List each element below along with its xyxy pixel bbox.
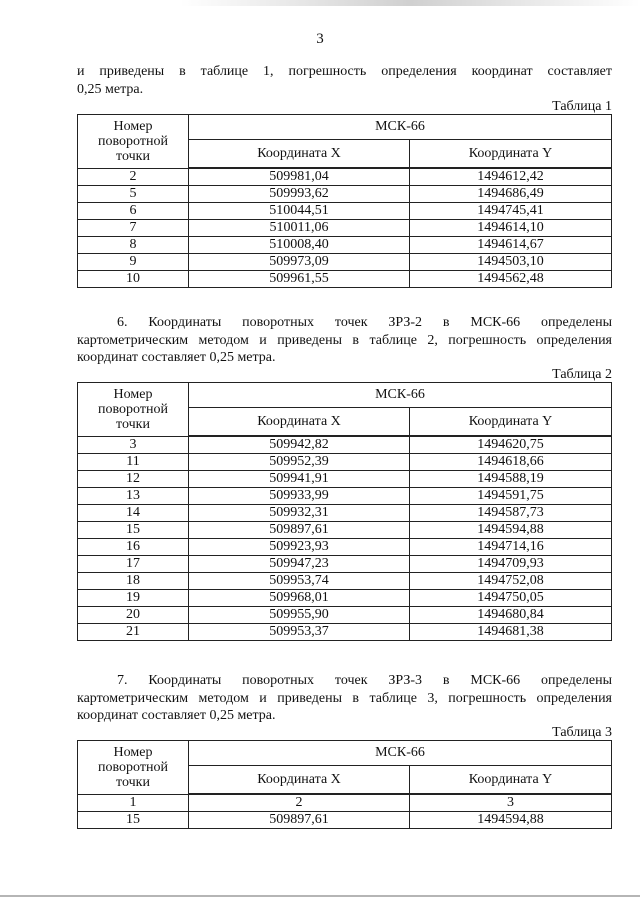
coord-x-cell: 509932,31	[189, 505, 410, 522]
coord-x-cell: 509955,90	[189, 607, 410, 624]
coord-y-cell: 1494503,10	[410, 254, 612, 271]
intro-line: 0,25 метра.	[77, 81, 144, 97]
table2-body	[78, 436, 612, 641]
point-number-cell: 9	[78, 254, 189, 271]
table-row	[78, 539, 612, 556]
section-7-paragraph	[77, 672, 612, 725]
coord-x-cell: 509973,09	[189, 254, 410, 271]
point-number-cell: 14	[78, 505, 189, 522]
coord-y-cell: 1494681,38	[410, 624, 612, 641]
point-number-cell: 6	[78, 203, 189, 220]
coord-y-cell: 1494620,75	[410, 436, 612, 454]
table-row	[78, 471, 612, 488]
point-number-cell: 10	[78, 271, 189, 288]
point-number-cell: 12	[78, 471, 189, 488]
point-number-cell: 13	[78, 488, 189, 505]
section-7-line: картометрическим методом и приведены в таблице 3, погрешность определения	[77, 690, 612, 706]
point-number-cell: 8	[78, 237, 189, 254]
point-number-cell: 3	[78, 436, 189, 454]
system-header: МСК-66	[189, 383, 612, 408]
table-header-row	[78, 115, 612, 140]
point-number-cell: 5	[78, 186, 189, 203]
section-6-line: 6. Координаты поворотных точек ЗРЗ-2 в МСК-66 определены	[117, 315, 612, 330]
point-number-cell: 15	[78, 812, 189, 829]
point-number-cell: 16	[78, 539, 189, 556]
coord-y-cell: 1494745,41	[410, 203, 612, 220]
table-row	[78, 812, 612, 829]
table-row	[78, 168, 612, 186]
coord-y-cell: 1494591,75	[410, 488, 612, 505]
table1-caption: Таблица 1	[552, 99, 612, 114]
column-index: 3	[410, 794, 612, 812]
coord-x-cell: 510011,06	[189, 220, 410, 237]
coord-y-cell: 1494709,93	[410, 556, 612, 573]
coord-x-cell: 509942,82	[189, 436, 410, 454]
coord-y-cell: 1494588,19	[410, 471, 612, 488]
section-6-paragraph	[77, 314, 612, 367]
section-6-line: координат составляет 0,25 метра.	[77, 350, 276, 365]
coord-x-cell: 510044,51	[189, 203, 410, 220]
table2	[77, 382, 612, 641]
coord-y-cell: 1494750,05	[410, 590, 612, 607]
point-number-cell: 15	[78, 522, 189, 539]
coord-x-cell: 509953,74	[189, 573, 410, 590]
table-row	[78, 454, 612, 471]
table-row	[78, 436, 612, 454]
coord-y-cell: 1494594,88	[410, 812, 612, 829]
coord-x-header: Координата X	[189, 408, 410, 437]
point-number-cell: 18	[78, 573, 189, 590]
coord-x-cell: 509923,93	[189, 539, 410, 556]
page-number: 3	[316, 31, 324, 47]
coord-x-header: Координата X	[189, 766, 410, 795]
coord-x-cell: 509897,61	[189, 522, 410, 539]
coord-y-cell: 1494752,08	[410, 573, 612, 590]
coord-y-cell: 1494680,84	[410, 607, 612, 624]
coord-y-cell: 1494614,10	[410, 220, 612, 237]
coord-x-cell: 509941,91	[189, 471, 410, 488]
table-row	[78, 556, 612, 573]
column-index-row	[78, 794, 612, 812]
section-6-line: картометрическим методом и приведены в таблице 2, погрешность определения	[77, 332, 612, 348]
point-number-cell: 11	[78, 454, 189, 471]
coord-x-cell: 509981,04	[189, 168, 410, 186]
coord-x-cell: 509961,55	[189, 271, 410, 288]
scan-artifact-top	[180, 0, 640, 6]
table-row	[78, 186, 612, 203]
table-row	[78, 522, 612, 539]
coord-x-cell: 509933,99	[189, 488, 410, 505]
table1	[77, 114, 612, 288]
column-index: 1	[78, 794, 189, 812]
section-7-line: координат составляет 0,25 метра.	[77, 708, 276, 723]
coord-x-header: Координата X	[189, 140, 410, 169]
table2-caption: Таблица 2	[552, 367, 612, 382]
coord-x-cell: 509947,23	[189, 556, 410, 573]
scan-artifact-bottom	[0, 895, 640, 897]
table3-body	[78, 812, 612, 829]
coord-y-cell: 1494612,42	[410, 168, 612, 186]
table-row	[78, 254, 612, 271]
table-header-row	[78, 741, 612, 766]
coord-y-cell: 1494614,67	[410, 237, 612, 254]
coord-y-cell: 1494562,48	[410, 271, 612, 288]
intro-paragraph	[77, 63, 612, 98]
table-row	[78, 220, 612, 237]
coord-x-cell: 509953,37	[189, 624, 410, 641]
point-number-cell: 19	[78, 590, 189, 607]
coord-x-cell: 509952,39	[189, 454, 410, 471]
column-index: 2	[189, 794, 410, 812]
coord-y-cell: 1494618,66	[410, 454, 612, 471]
coord-y-cell: 1494587,73	[410, 505, 612, 522]
coord-y-header: Координата Y	[410, 140, 612, 169]
coord-y-header: Координата Y	[410, 408, 612, 437]
point-number-header: Номер поворотной точки	[78, 741, 189, 795]
table1-body	[78, 168, 612, 288]
point-number-cell: 20	[78, 607, 189, 624]
coord-x-cell: 510008,40	[189, 237, 410, 254]
table-header-row	[78, 383, 612, 408]
coord-y-header: Координата Y	[410, 766, 612, 795]
table-row	[78, 271, 612, 288]
table-row	[78, 590, 612, 607]
table-row	[78, 624, 612, 641]
point-number-cell: 7	[78, 220, 189, 237]
point-number-header: Номер поворотной точки	[78, 383, 189, 437]
table-row	[78, 203, 612, 220]
system-header: МСК-66	[189, 741, 612, 766]
table3-caption: Таблица 3	[552, 725, 612, 740]
table-row	[78, 237, 612, 254]
section-7-line: 7. Координаты поворотных точек ЗРЗ-3 в МСК-66 определены	[117, 673, 612, 688]
table-row	[78, 488, 612, 505]
system-header: МСК-66	[189, 115, 612, 140]
table-row	[78, 607, 612, 624]
point-number-cell: 17	[78, 556, 189, 573]
coord-x-cell: 509968,01	[189, 590, 410, 607]
point-number-cell: 2	[78, 168, 189, 186]
table-row	[78, 505, 612, 522]
coord-x-cell: 509897,61	[189, 812, 410, 829]
point-number-cell: 21	[78, 624, 189, 641]
table-row	[78, 573, 612, 590]
coord-y-cell: 1494686,49	[410, 186, 612, 203]
coord-y-cell: 1494594,88	[410, 522, 612, 539]
point-number-header: Номер поворотной точки	[78, 115, 189, 169]
coord-y-cell: 1494714,16	[410, 539, 612, 556]
table3	[77, 740, 612, 829]
intro-line: и приведены в таблице 1, погрешность определения координат составляет	[77, 64, 612, 79]
coord-x-cell: 509993,62	[189, 186, 410, 203]
